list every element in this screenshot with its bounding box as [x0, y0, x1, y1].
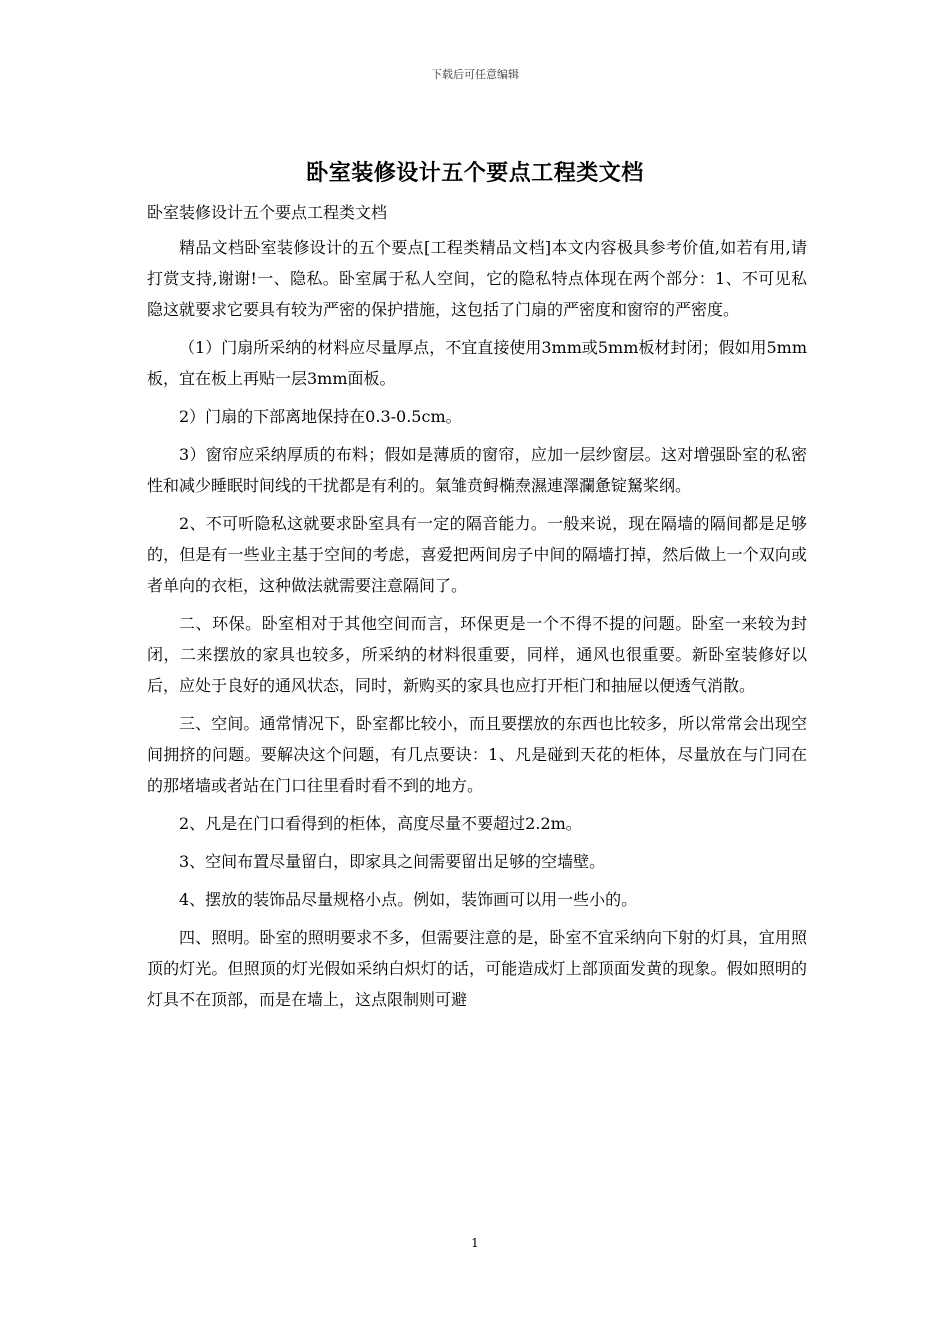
- paragraph-11: 四、照明。卧室的照明要求不多，但需要注意的是，卧室不宜采纳向下射的灯具，宜用照顶的灯光。但照顶的灯光假如采纳白炽灯的话，可能造成灯上部顶面发黄的现象。假如照明的灯具不在顶部，而是在墙上，这点限制则可避: [147, 928, 807, 1009]
- paragraph-10: 4、摆放的装饰品尽量规格小点。例如，装饰画可以用一些小的。: [179, 890, 638, 909]
- paragraph-9: 3、空间布置尽量留白，即家具之间需要留出足够的空墙壁。: [179, 852, 606, 871]
- document-title: 卧室装修设计五个要点工程类文档: [306, 160, 644, 186]
- page-number: 1: [471, 1236, 479, 1250]
- paragraph-7: 三、空间。通常情况下，卧室都比较小，而且要摆放的东西也比较多，所以常常会出现空间拥挤的问题。要解决这个问题，有几点要诀：1、凡是碰到天花的柜体，尽量放在与门同在的那堵墙或者站在门口往里看时看不到的地方。: [147, 714, 807, 795]
- paragraph-1: 精品文档卧室装修设计的五个要点[工程类精品文档]本文内容极具参考价值,如若有用,请打赏支持,谢谢!一、隐私。卧室属于私人空间，它的隐私特点体现在两个部分：1、不可见私隐这就要求它要具有较为严密的保护措施，这包括了门扇的严密度和窗帘的严密度。: [147, 238, 807, 319]
- paragraph-8: 2、凡是在门口看得到的柜体，高度尽量不要超过2.2m。: [179, 814, 582, 833]
- header-note: 下载后可任意编辑: [431, 68, 519, 81]
- document-body: [147, 198, 807, 1022]
- document-subtitle: 卧室装修设计五个要点工程类文档: [147, 203, 388, 222]
- paragraph-5: 2、不可听隐私这就要求卧室具有一定的隔音能力。一般来说，现在隔墙的隔间都是足够的，但是有一些业主基于空间的考虑，喜爱把两间房子中间的隔墙打掉，然后做上一个双向或者单向的衣柜，这种做法就需要注意隔间了。: [147, 514, 807, 595]
- paragraph-3: 2）门扇的下部离地保持在0.3-0.5cm。: [179, 407, 462, 426]
- paragraph-2: （1）门扇所采纳的材料应尽量厚点，不宜直接使用3mm或5mm板材封闭；假如用5mm板，宜在板上再贴一层3mm面板。: [147, 338, 807, 388]
- paragraph-6: 二、环保。卧室相对于其他空间而言，环保更是一个不得不提的问题。卧室一来较为封闭，二来摆放的家具也较多，所采纳的材料很重要，同样，通风也很重要。新卧室装修好以后，应处于良好的通风状态，同时，新购买的家具也应打开柜门和抽屉以便透气消散。: [147, 614, 807, 695]
- paragraph-4: 3）窗帘应采纳厚质的布料；假如是薄质的窗帘，应加一层纱窗层。这对增强卧室的私密性和减少睡眠时间线的干扰都是有利的。氣雏贲鲟椭焘濕連澤瀾惫锭駑桨纲。: [147, 445, 807, 495]
